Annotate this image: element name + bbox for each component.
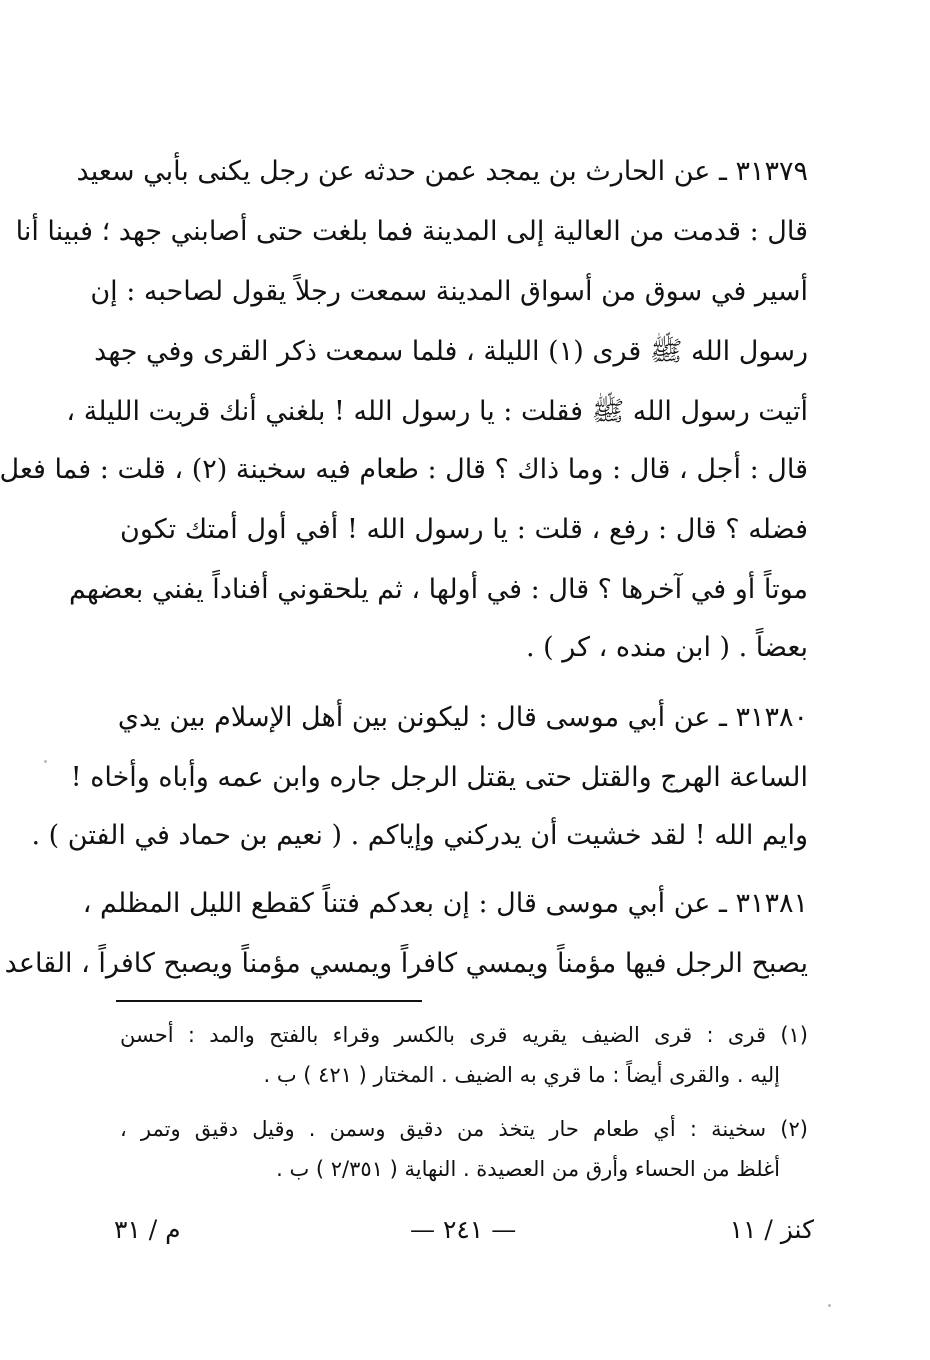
footnote-separator — [116, 1000, 422, 1002]
entry-31379-line-3: أسير في سوق من أسواق المدينة سمعت رجلاً يقول لصاحبه : إن — [90, 276, 808, 307]
scan-speck — [828, 1304, 831, 1307]
entry-31379-line-2: قال : قدمت من العالية إلى المدينة فما بلغت حتى أصابني جهد ؛ فبينا أنا — [15, 216, 808, 247]
footnote-1-line-1: (١) قرى : قرى الضيف يقريه قرى بالكسر وقراء بالفتح والمد : أحسن — [120, 1023, 808, 1047]
page-number: — ٢٤١ — — [410, 1215, 517, 1244]
entry-31380-line-1: ٣١٣٨٠ ـ عن أبي موسى قال : ليكونن بين أهل الإسلام بين يدي — [117, 702, 808, 733]
entry-31379-line-8: موتاً أو في آخرها ؟ قال : في أولها ، ثم يلحقوني أفناداً يفني بعضهم — [68, 574, 808, 605]
entry-31381-line-2: يصبح الرجل فيها مؤمناً ويمسي كافراً ويمسي مؤمناً ويصبح كافراً ، القاعد — [4, 948, 808, 979]
footnote-1-line-2: إليه . والقرى أيضاً : ما قري به الضيف . المختار ( ٤٢١ ) ب . — [263, 1063, 780, 1087]
footnote-2-line-1: (٢) سخينة : أي طعام حار يتخذ من دقيق وسمن . وقيل دقيق وتمر ، — [120, 1117, 808, 1141]
entry-31381-line-1: ٣١٣٨١ ـ عن أبي موسى قال : إن بعدكم فتناً كقطع الليل المظلم ، — [82, 888, 808, 919]
entry-31379-line-6: قال : أجل ، قال : وما ذاك ؟ قال : طعام فيه سخينة (٢) ، قلت : فما فعل — [0, 454, 808, 485]
entry-31379-line-1: ٣١٣٧٩ ـ عن الحارث بن يمجد عمن حدثه عن رجل يكنى بأبي سعيد — [76, 156, 808, 187]
footnote-2-line-2: أغلظ من الحساء وأرق من العصيدة . النهاية ( ٢/٣٥١ ) ب . — [276, 1157, 780, 1181]
signature-marker: م / ٣١ — [114, 1215, 181, 1244]
entry-31379-line-4: رسول الله ﷺ قرى (١) الليلة ، فلما سمعت ذكر القرى وفي جهد — [94, 336, 808, 367]
entry-31379-line-5: أتيت رسول الله ﷺ فقلت : يا رسول الله ! بلغني أنك قريت الليلة ، — [66, 396, 808, 427]
entry-31379-line-7: فضله ؟ قال : رفع ، قلت : يا رسول الله ! أفي أول أمتك تكون — [120, 514, 808, 545]
scan-speck — [44, 760, 47, 763]
entry-31380-line-3: وايم الله ! لقد خشيت أن يدركني وإياكم . ( نعيم بن حماد في الفتن ) . — [31, 820, 808, 851]
entry-31379-line-9: بعضاً . ( ابن منده ، كر ) . — [525, 632, 808, 663]
volume-marker: كنز / ١١ — [729, 1215, 814, 1244]
entry-31380-line-2: الساعة الهرج والقتل حتى يقتل الرجل جاره وابن عمه وأباه وأخاه ! — [70, 762, 808, 793]
